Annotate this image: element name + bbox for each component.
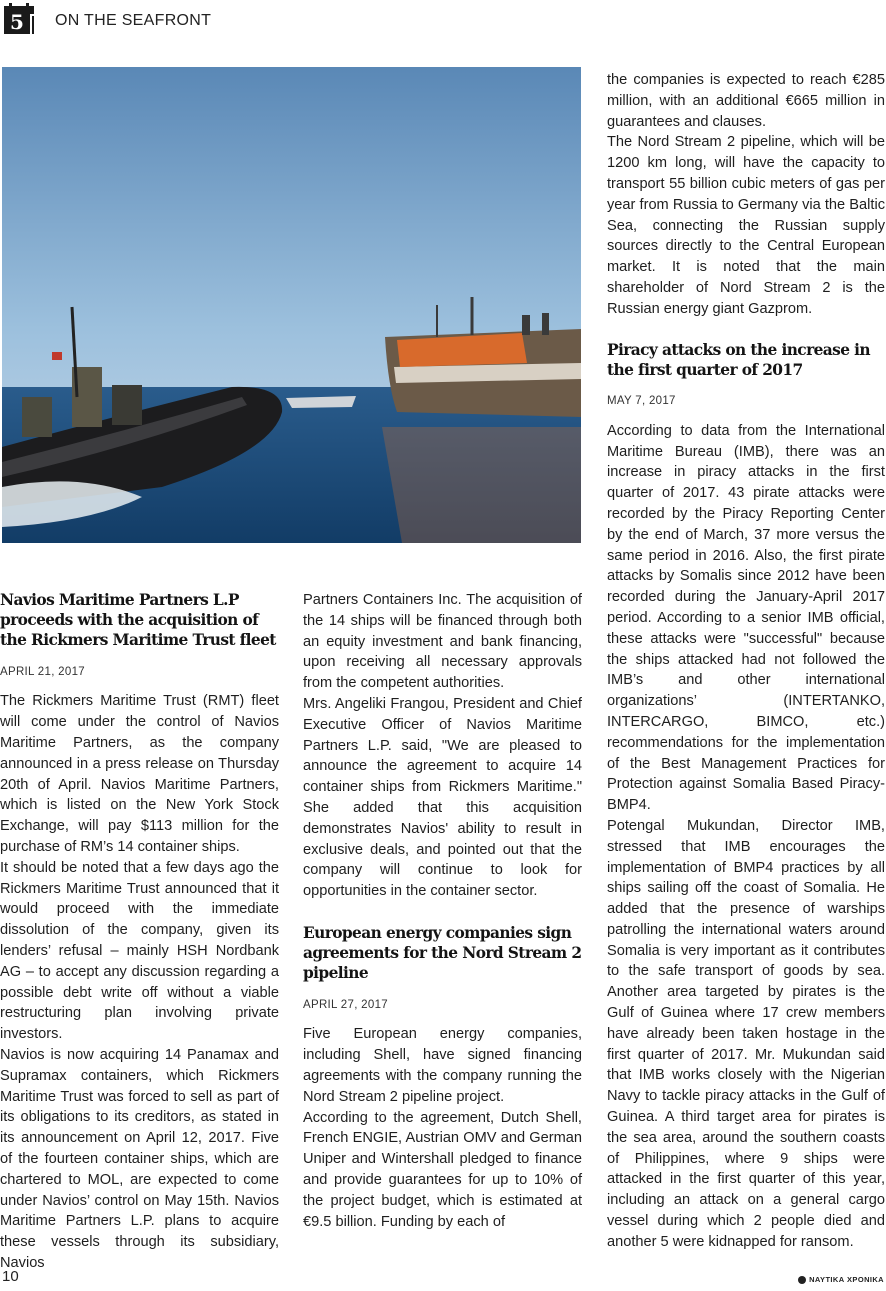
navios-paragraph: Navios is now acquiring 14 Panamax and Supramax containers, which Rickmers Maritime Trust was forced to sell as part of its obligations to its creditors, as stated in its announcement on April 12, 2017. Five of the fourteen container ships, which are chartered to MOL, are expected to come under Navios’ control on May 15th. Navios Maritime Partners L.P. plans to acquire these vessels through its subsidiary, Navios [0,1046,279,1271]
navios-paragraph: The Rickmers Maritime Trust (RMT) fleet will come under the control of Navios Maritime Partners, as the company announced in a press release on Thursday 20th of April. Navios Maritime Partners, which is listed on the New York Stock Exchange, will pay $113 million for the purchase of RM’s 14 container ships. [0,693,279,855]
piracy-paragraph: According to data from the International Maritime Bureau (IMB), there was an increase in piracy attacks in the first quarter of 2017. 43 pirate attacks were recorded by the Piracy Reporting Center by the end of March, 37 more versus the same period in 2016. Also, the first pirate attacks by Somalis since 2012 have been recorded during the January-April 2017 period. According to a senior IMB official, these attacks were "successful" because the ships attacked had not followed the IMB’s and other international organizations’ (INTERTANKO, INTERCARGO, BIMCO, etc.) recommendations for the implementation of the Best Management Practices for Protection against Somalia Based Piracy- BMP4. [607,422,885,814]
column-1 [0,590,279,1274]
section-title: ON THE SEAFRONT [55,12,212,29]
page-number: 10 [2,1268,19,1285]
issue-number: 5 [10,10,24,34]
navios-paragraph: Mrs. Angeliki Frangou, President and Chief Executive Officer of Navios Maritime Partners L.P. said, "We are pleased to announce the agreement to acquire 14 container ships from Rickmers Maritime." She added that this acquisition demonstrates Navios' ability to result in exclusive deals, and pointed out that the company will continue to look for opportunities in the container sector. [303,695,582,900]
nord-stream-paragraph: Five European energy companies, including Shell, have signed financing agreements with the company running the Nord Stream 2 pipeline project. [303,1026,582,1105]
piracy-date: MAY 7, 2017 [607,394,676,407]
piracy-paragraph: Potengal Mukundan, Director IMB, stressed that IMB encourages the implementation of BMP4 practices by all ships sailing off the coast of Somalia. He added that the presence of warships patrolling the international waters around Somalia is very important as it contributes to the safe transport of goods by sea. Another area targeted by pirates is the Gulf of Guinea where 17 crew members have already been taken hostage in the first quarter of 2017. Mr. Mukundan said that IMB works closely with the Nigerian Navy to tackle piracy attacks in the Gulf of Guinea. A third target area for pirates is the sea area, around the southern coasts of Philippines, where 9 ships were attacked in the first quarter of this year, including an attack on a general cargo vessel during which 2 people died and another 5 were kidnapped for ransom. [607,817,885,1250]
article-photo [2,67,581,543]
navios-headline: Navios Maritime Partners L.P proceeds with the acquisition of the Rickmers Maritime Trust fleet [0,591,276,650]
navios-date: APRIL 21, 2017 [0,665,85,678]
navios-paragraph: It should be noted that a few days ago the Rickmers Maritime Trust announced that it would proceed with the immediate dissolution of the company, given its lenders’ refusal – mainly HSH Nordbank AG – to accept any discussion regarding a possible debt write off without a viable restructuring plan involving private investors. [0,859,279,1043]
nord-stream-paragraph: the companies is expected to reach €285 million, with an additional €665 million in guarantees and clauses. [607,72,885,130]
nord-stream-paragraph: The Nord Stream 2 pipeline, which will be 1200 km long, will have the capacity to transport 55 billion cubic meters of gas per year from Russia to Germany via the Baltic Sea, connecting the Russian supply sources directly to the Central European market. It is noted that the main shareholder of Nord Stream 2 is the Russian energy giant Gazprom. [607,134,885,317]
publication-logo [798,1275,884,1284]
nord-stream-paragraph: According to the agreement, Dutch Shell, French ENGIE, Austrian OMV and German Uniper and Wintershall pledged to finance and provide guarantees for up to 10% of the project budget, which is estimated at €9.5 billion. Funding by each of [303,1109,582,1230]
nord-stream-date: APRIL 27, 2017 [303,998,388,1011]
logo-icon [798,1276,806,1284]
publication-name: ΝΑΥΤΙΚΑ ΧΡΟΝΙΚΑ [809,1275,884,1284]
navios-paragraph: Partners Containers Inc. The acquisition of the 14 ships will be financed through both an equity investment and bank financing, upon receiving all necessary approvals from the competent authorities. [303,592,582,692]
nord-stream-headline: European energy companies sign agreements for the Nord Stream 2 pipeline [303,923,582,983]
calendar-icon [2,2,36,36]
piracy-headline: Piracy attacks on the increase in the first quarter of 2017 [607,340,870,379]
column-3 [607,70,885,1253]
column-2 [303,590,582,1232]
